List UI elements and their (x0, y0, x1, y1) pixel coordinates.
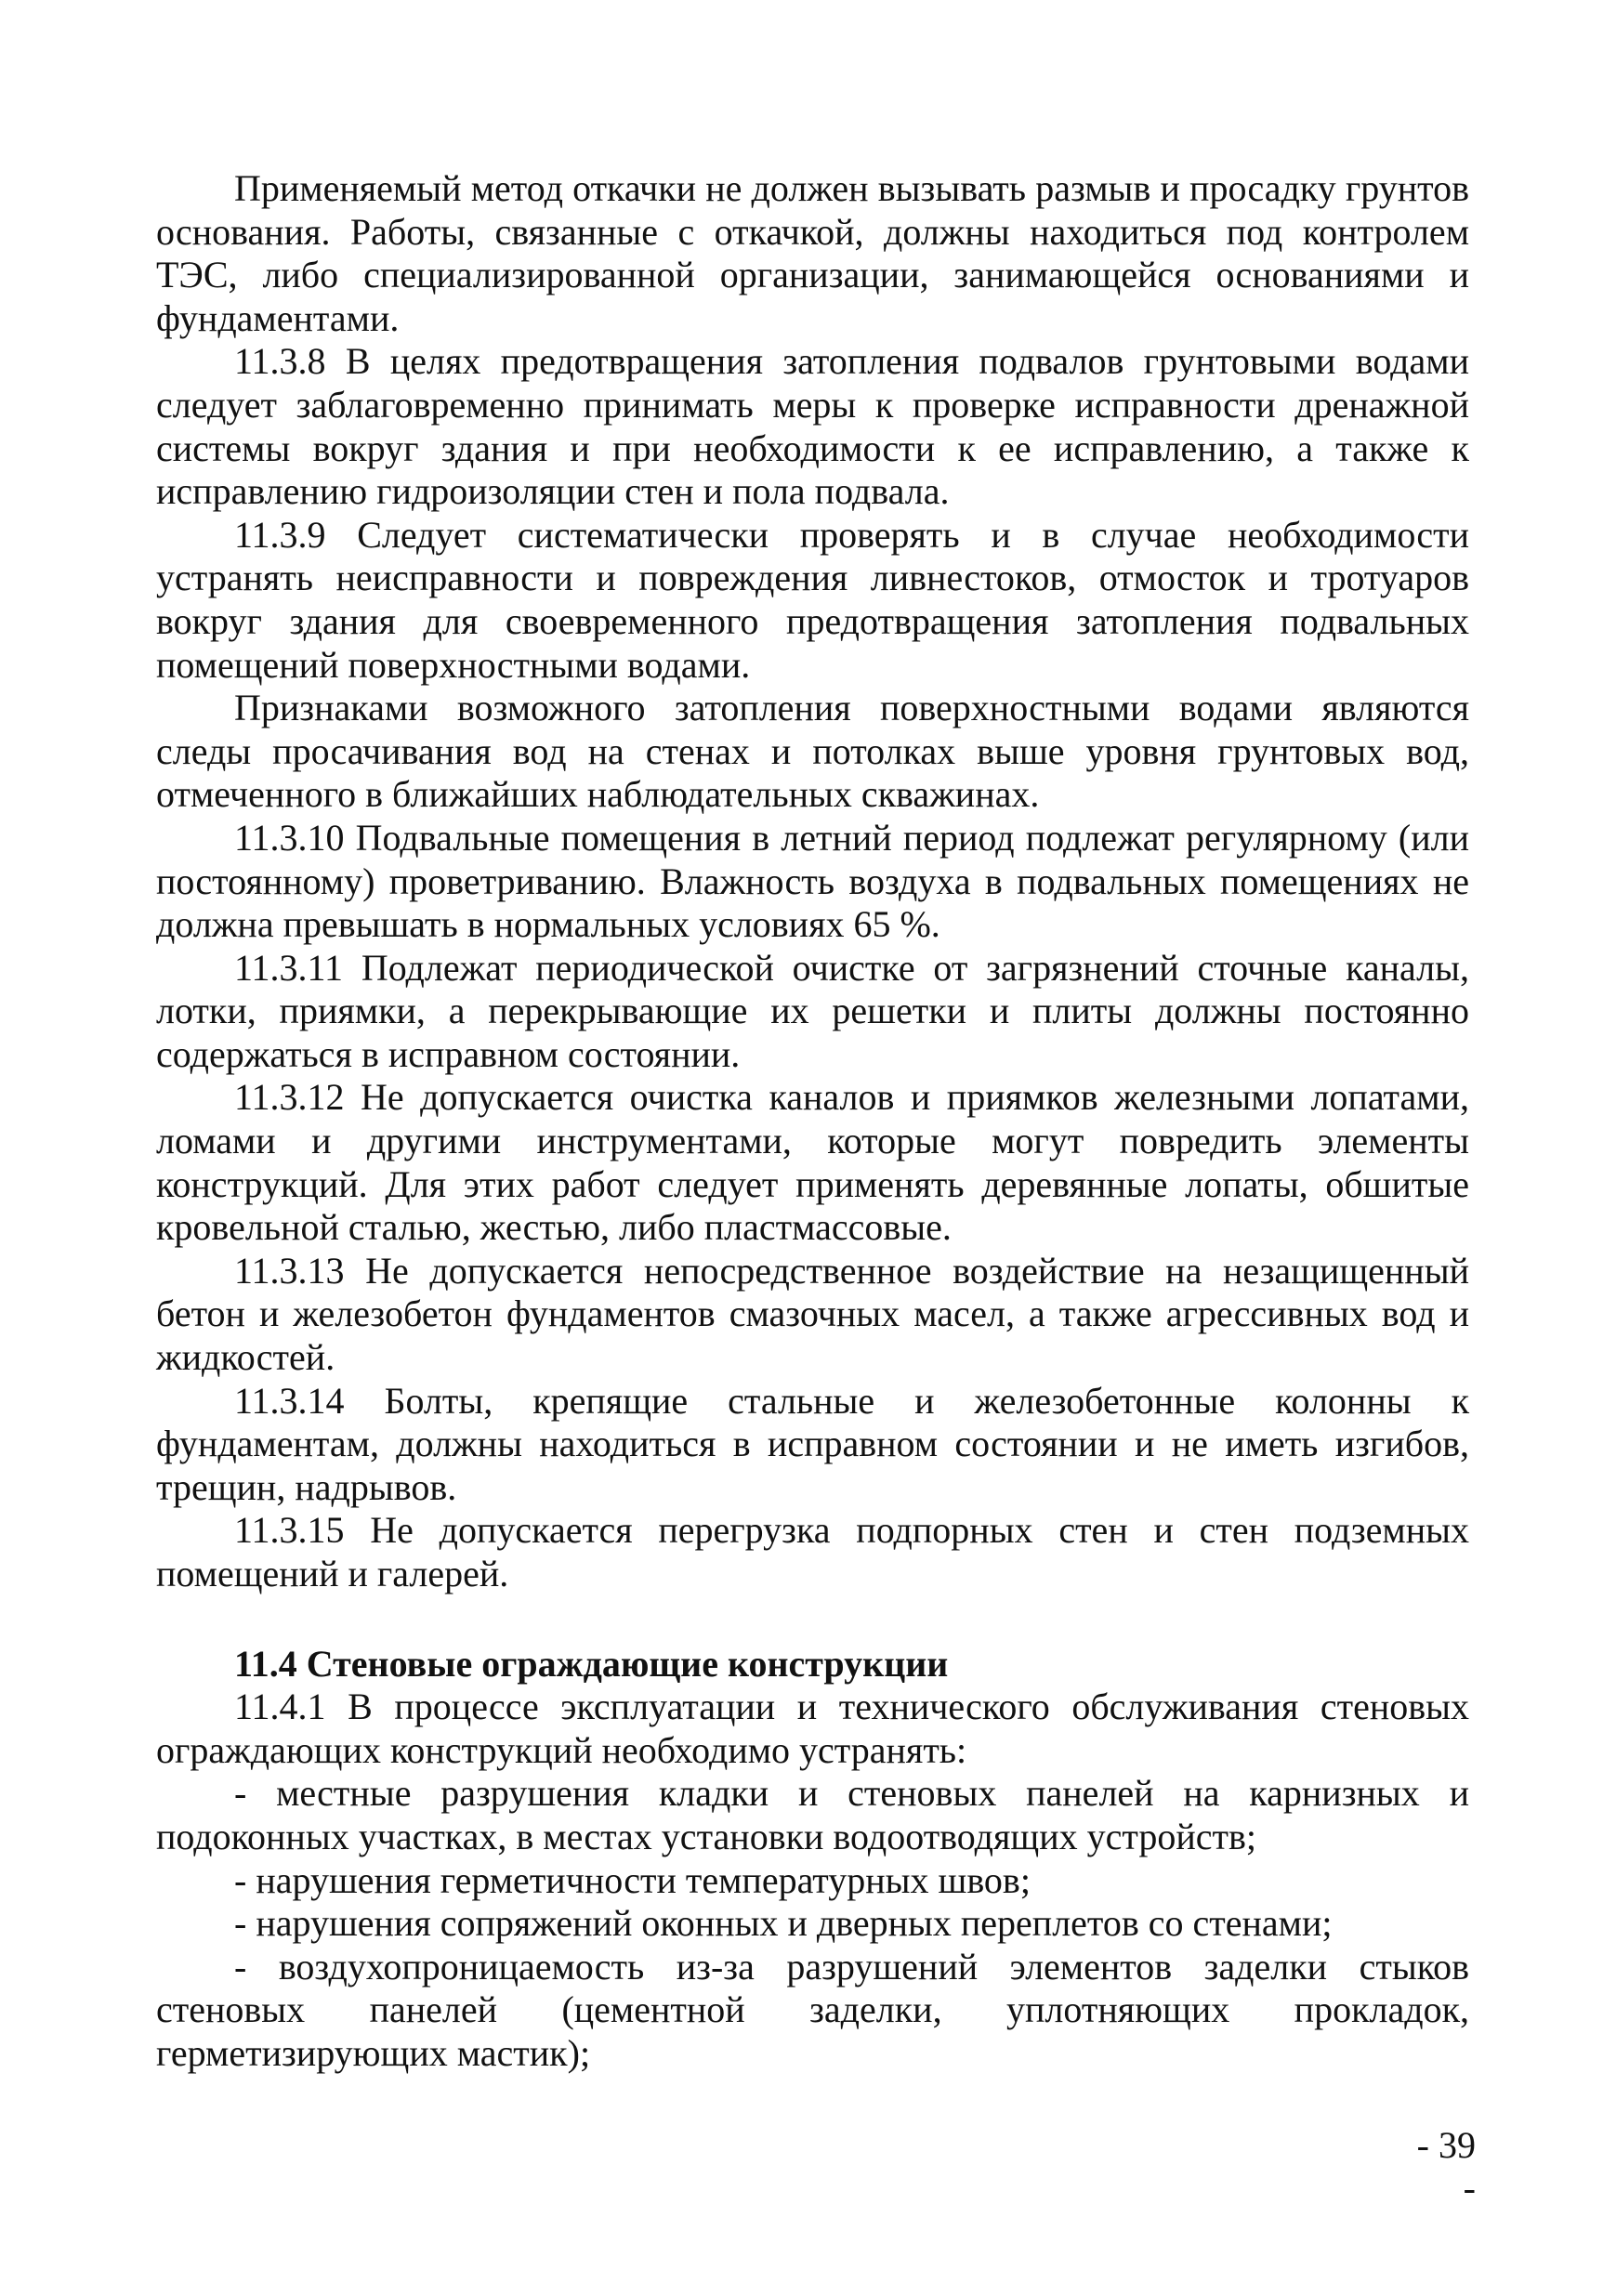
paragraph-11-3-14: 11.3.14 Болты, крепящие стальные и железобетонные колонны к фундаментам, должны находиться в исправном состоянии и не иметь изгибов, трещин, надрывов. (156, 1379, 1469, 1508)
list-item-joint-sealing: - нарушения герметичности температурных швов; (234, 1858, 1031, 1901)
paragraph-11-3-8: 11.3.8 В целях предотвращения затопления подвалов грунтовыми водами следует заблаговременно принимать меры к проверке исправности дренажной системы вокруг здания и при необходимости к ее исправлению, а также к исправлению гидроизоляции стен и пола подвала. (156, 340, 1469, 513)
paragraph-flooding-signs: Признаками возможного затопления поверхностными водами являются следы просачивания вод на стенах и потолках выше уровня грунтовых вод, отмеченного в ближайших наблюдательных скважинах. (156, 687, 1469, 816)
paragraph-11-3-9: 11.3.9 Следует систематически проверять и в случае необходимости устранять неисправности и повреждения ливнестоков, отмосток и тротуаров вокруг здания для своевременного предотвращения затопления подвальных помещений поверхностными водами. (156, 513, 1469, 686)
page-text (156, 167, 1469, 2076)
paragraph-11-4-1: 11.4.1 В процессе эксплуатации и технического обслуживания стеновых ограждающих конструкций необходимо устранять: (156, 1686, 1469, 1771)
paragraph-11-3-10: 11.3.10 Подвальные помещения в летний период подлежат регулярному (или постоянному) проветриванию. Влажность воздуха в подвальных помещениях не должна превышать в нормальных условиях 65 %. (156, 816, 1469, 946)
list-item-masonry-damage: - местные разрушения кладки и стеновых панелей на карнизных и подоконных участках, в местах установки водоотводящих устройств; (156, 1772, 1469, 1857)
list-item-air-permeability: - воздухопроницаемость из-за разрушений элементов заделки стыков стеновых панелей (цементной заделки, уплотняющих прокладок, герметизирующих мастик); (156, 1945, 1469, 2074)
paragraph-11-3-11: 11.3.11 Подлежат периодической очистке от загрязнений сточные каналы, лотки, приямки, а перекрывающие их решетки и плиты должны постоянно содержаться в исправном состоянии. (156, 946, 1469, 1075)
paragraph-pumping-method: Применяемый метод откачки не должен вызывать размыв и просадку грунтов основания. Работы, связанные с откачкой, должны находиться под контролем ТЭС, либо специализированной организации, занимающейся основаниями и фундаментами. (156, 167, 1469, 339)
paragraph-11-3-13: 11.3.13 Не допускается непосредственное воздействие на незащищенный бетон и железобетон фундаментов смазочных масел, а также агрессивных вод и жидкостей. (156, 1249, 1469, 1379)
page-number: - 39 - (1416, 2124, 1476, 2209)
list-item-window-frames: - нарушения сопряжений оконных и дверных переплетов со стенами; (234, 1902, 1333, 1945)
section-spacer (156, 1596, 1469, 1643)
paragraph-11-3-15: 11.3.15 Не допускается перегрузка подпорных стен и стен подземных помещений и галерей. (156, 1509, 1469, 1594)
paragraph-11-3-12: 11.3.12 Не допускается очистка каналов и приямков железными лопатами, ломами и другими инструментами, которые могут повредить элементы конструкций. Для этих работ следует применять деревянные лопаты, обшитые кровельной сталью, жестью, либо пластмассовые. (156, 1076, 1469, 1249)
section-heading: 11.4 Стеновые ограждающие конструкции (234, 1642, 949, 1685)
